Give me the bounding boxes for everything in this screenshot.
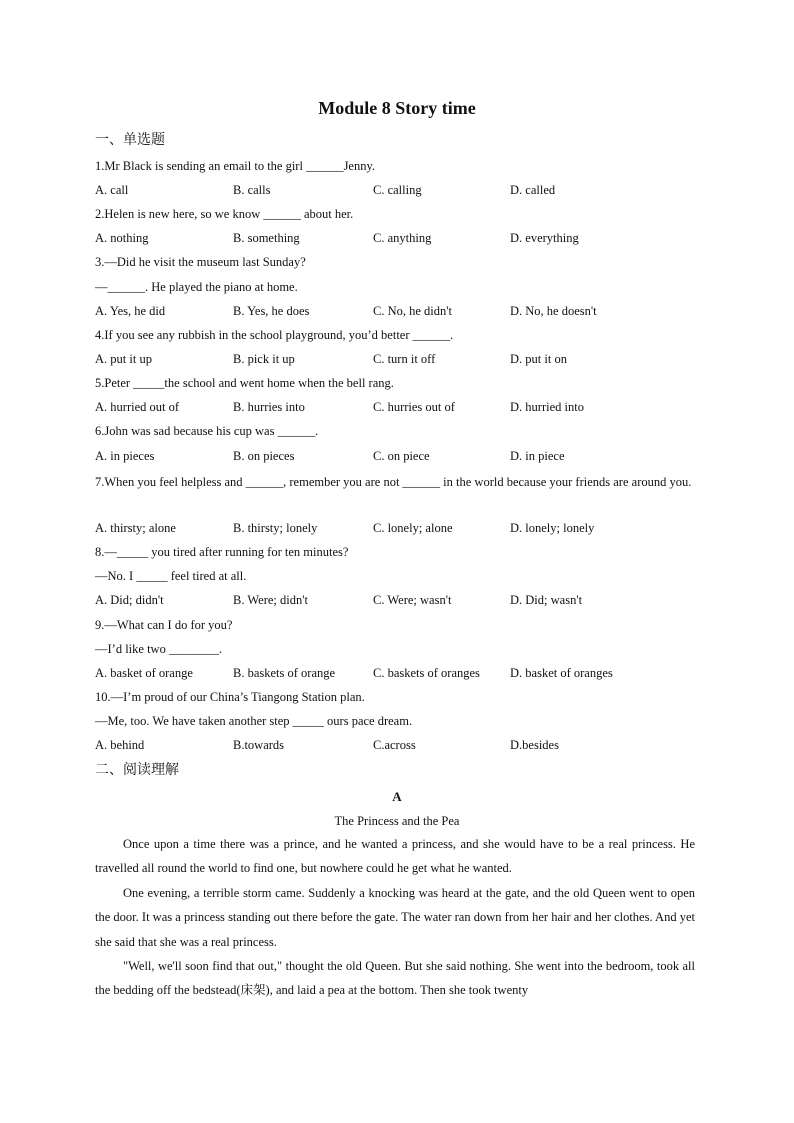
question-9-line-2: —I’d like two ________. xyxy=(95,642,223,656)
option-b[interactable]: B. thirsty; lonely xyxy=(233,521,318,535)
option-b[interactable]: B. pick it up xyxy=(233,352,295,366)
passage-label: A xyxy=(392,789,402,804)
question-9-options xyxy=(95,663,695,683)
option-a[interactable]: A. in pieces xyxy=(95,449,155,463)
option-a[interactable]: A. behind xyxy=(95,738,145,752)
section-heading-reading: 二、阅读理解 xyxy=(95,763,179,778)
option-b[interactable]: B.towards xyxy=(233,738,285,752)
question-7-options xyxy=(95,518,695,538)
option-c[interactable]: C. No, he didn't xyxy=(373,304,452,318)
question-3-options xyxy=(95,301,695,321)
option-a[interactable]: A. call xyxy=(95,183,129,197)
option-b[interactable]: B. baskets of orange xyxy=(233,666,336,680)
option-c[interactable]: C. on piece xyxy=(373,449,430,463)
question-7: 7.When you feel helpless and ______, remember you are not ______ in the world because your friends are around you. xyxy=(95,475,692,489)
question-3-line-2: —______. He played the piano at home. xyxy=(95,280,298,294)
option-b[interactable]: B. Yes, he does xyxy=(233,304,310,318)
option-a[interactable]: A. basket of orange xyxy=(95,666,193,680)
option-a[interactable]: A. Did; didn't xyxy=(95,593,164,607)
option-a[interactable]: A. put it up xyxy=(95,352,152,366)
option-c[interactable]: C. calling xyxy=(373,183,422,197)
question-4-options xyxy=(95,349,695,369)
option-d[interactable]: D. lonely; lonely xyxy=(510,521,595,535)
option-d[interactable]: D. put it on xyxy=(510,352,567,366)
option-d[interactable]: D. basket of oranges xyxy=(510,666,613,680)
question-8-line-2: —No. I _____ feel tired at all. xyxy=(95,569,247,583)
option-b[interactable]: B. hurries into xyxy=(233,400,305,414)
option-c[interactable]: C. baskets of oranges xyxy=(373,666,480,680)
question-8: 8.—_____ you tired after running for ten minutes? xyxy=(95,545,349,559)
option-d[interactable]: D. No, he doesn't xyxy=(510,304,597,318)
option-a[interactable]: A. Yes, he did xyxy=(95,304,166,318)
passage-title: The Princess and the Pea xyxy=(334,814,460,828)
question-6: 6.John was sad because his cup was ______. xyxy=(95,424,319,438)
document-title: Module 8 Story time xyxy=(318,98,476,118)
question-3: 3.—Did he visit the museum last Sunday? xyxy=(95,255,306,269)
option-b[interactable]: B. calls xyxy=(233,183,271,197)
question-8-options xyxy=(95,590,695,610)
option-a[interactable]: A. nothing xyxy=(95,231,149,245)
question-9: 9.—What can I do for you? xyxy=(95,618,233,632)
question-2-options xyxy=(95,228,695,248)
option-b[interactable]: B. Were; didn't xyxy=(233,593,308,607)
option-a[interactable]: A. thirsty; alone xyxy=(95,521,176,535)
question-10-line-2: —Me, too. We have taken another step _____ ours pace dream. xyxy=(95,714,413,728)
option-d[interactable]: D. called xyxy=(510,183,556,197)
option-d[interactable]: D. in piece xyxy=(510,449,565,463)
option-a[interactable]: A. hurried out of xyxy=(95,400,180,414)
question-4: 4.If you see any rubbish in the school playground, you’d better ______. xyxy=(95,328,454,342)
paragraph-3: "Well, we'll soon find that out," thought the old Queen. But she said nothing. She went into the bedroom, took all the bedding off the bedstead(床架), and laid a pea at the bottom. Then she took twenty xyxy=(95,959,695,998)
paragraph-2: One evening, a terrible storm came. Suddenly a knocking was heard at the gate, and the old Queen went to open the door. It was a princess standing out there before the gate. The water ran down from her hair and her clothes. And yet she said that she was a real princess. xyxy=(95,886,695,949)
option-c[interactable]: C. anything xyxy=(373,231,432,245)
section-heading-single-choice: 一、单选题 xyxy=(95,133,165,148)
question-2: 2.Helen is new here, so we know ______ about her. xyxy=(95,207,354,221)
question-1: 1.Mr Black is sending an email to the girl ______Jenny. xyxy=(95,159,376,173)
option-d[interactable]: D. everything xyxy=(510,231,579,245)
option-c[interactable]: C. turn it off xyxy=(373,352,436,366)
question-5: 5.Peter _____the school and went home when the bell rang. xyxy=(95,376,394,390)
option-d[interactable]: D.besides xyxy=(510,738,559,752)
option-c[interactable]: C. hurries out of xyxy=(373,400,455,414)
option-b[interactable]: B. something xyxy=(233,231,300,245)
question-10: 10.—I’m proud of our China’s Tiangong Station plan. xyxy=(95,690,365,704)
question-6-options xyxy=(95,446,695,466)
option-c[interactable]: C. lonely; alone xyxy=(373,521,453,535)
question-10-options xyxy=(95,735,695,755)
option-c[interactable]: C.across xyxy=(373,738,416,752)
paragraph-1: Once upon a time there was a prince, and he wanted a princess, and she would have to be a real princess. He travelled all round the world to find one, but nowhere could he get what he wanted. xyxy=(95,837,695,876)
option-b[interactable]: B. on pieces xyxy=(233,449,295,463)
question-1-options xyxy=(95,180,695,200)
question-5-options xyxy=(95,397,695,417)
option-d[interactable]: D. Did; wasn't xyxy=(510,593,583,607)
option-d[interactable]: D. hurried into xyxy=(510,400,584,414)
option-c[interactable]: C. Were; wasn't xyxy=(373,593,452,607)
